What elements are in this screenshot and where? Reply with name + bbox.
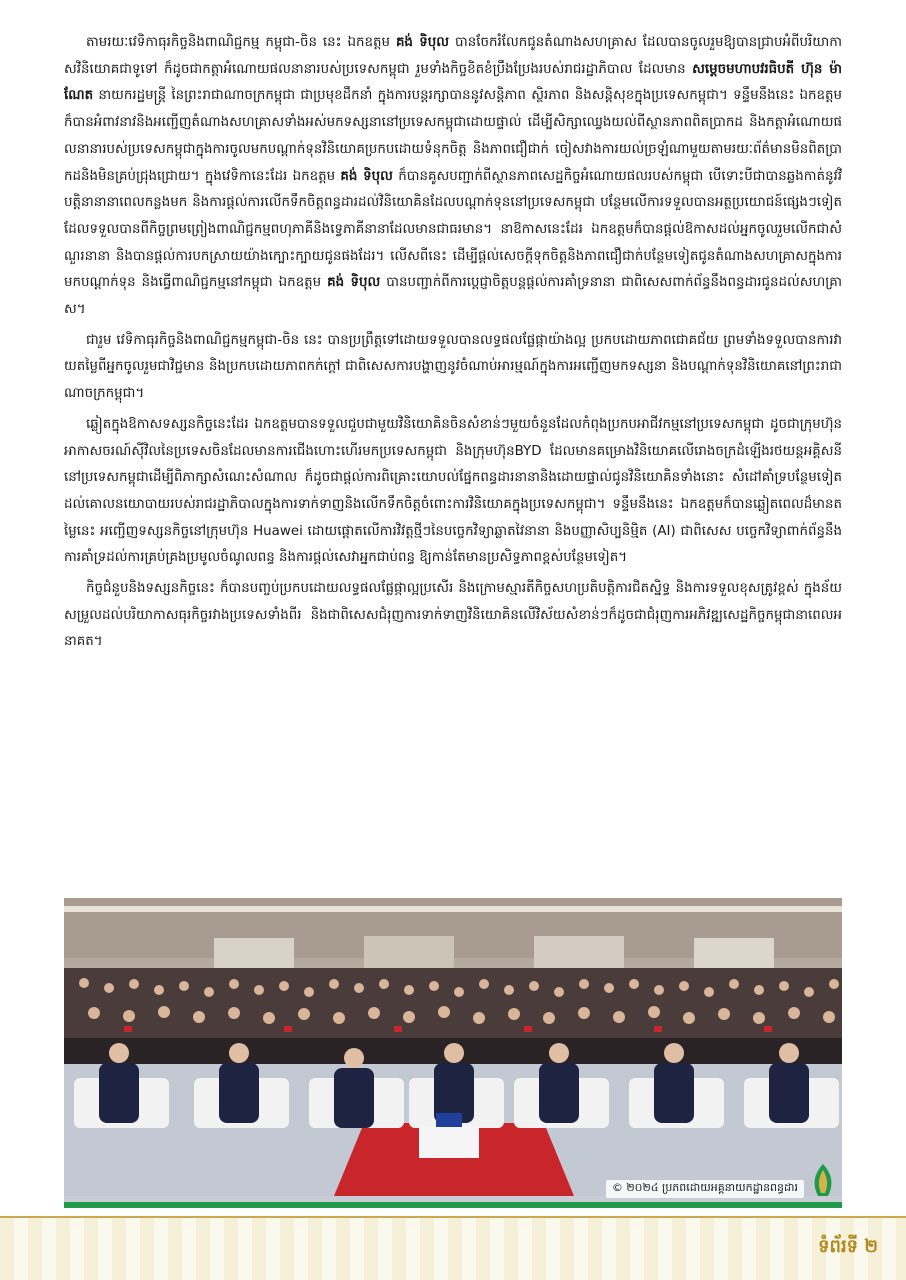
paragraph-text: ក៏បានគូសបញ្ជាក់ពីស្ថានភាពសេដ្ឋកិច្ចអំណោយផលរបស់កម្ពុជា បើទោះបីជាបានឆ្លងកាត់នូវវិបត្តិនានានាពេលកន្លងមក និងការផ្តល់ការលើកទឹកចិត្តពន្ធដារដល់វិនិយោគិនដែលបណ្តាក់ទុននៅប្រទេសកម្ពុជា បន្ថែមលើការទទួលបានអត្ថប្រយោជន៍ផ្សេងៗទៀតដែលទទួលបានពីកិច្ចព្រមព្រៀងពាណិជ្ជកម្មពហុភាគីនិងទ្វេភាគីនានាដែលមានជាធរមាន។ នាឱកាសនេះដែរ ឯកឧត្តមក៏បានផ្តល់ឱកាសដល់អ្នកចូលរួមលើកជាសំណួរនានា និងបានផ្តល់ការបកស្រាយយ៉ាងក្បោះក្បាយជូនផងដែរ។ លើសពីនេះ ដើម្បីផ្តល់សេចក្តីទុកចិត្តនិងភាពជឿជាក់បន្ថែមទៀតជូនតំណាងសហគ្រាសក្នុងការមកបណ្តាក់ទុន និងធ្វើពាណិជ្ជកម្មនៅកម្ពុជា ឯកឧត្តម bbox=[64, 168, 842, 291]
page-footer bbox=[0, 1218, 906, 1280]
bold-name: សម្តេចមហាបវរធិបតី ហ៊ុន ម៉ាណែត bbox=[64, 61, 842, 104]
article-paragraph bbox=[64, 576, 842, 656]
paragraph-text: កិច្ចជំនួបនិងទស្សនកិច្ចនេះ ក៏បានបញ្ចប់ប្រកបដោយលទ្ធផលផ្លែផ្កាល្អប្រសើរ និងក្រោមស្មារតីកិច្ចសហប្រតិបត្តិការជិតស្និទ្ធ និងការទទួលខុសត្រូវខ្ពស់ ក្នុងន័យសម្រួលដល់បរិយាកាសធុរកិច្ចរវាងប្រទេសទាំងពីរ និងជាពិសេសជំរុញការទាក់ទាញវិនិយោគិនលើវិស័យសំខាន់ៗក៏ដូចជាជំរុញការអភិវឌ្ឍសេដ្ឋកិច្ចកម្ពុជានាពេលអនាគត។ bbox=[64, 581, 842, 650]
article-paragraph bbox=[64, 30, 842, 324]
paragraph-text: បានបញ្ជាក់ពីការប្តេជ្ញាចិត្តបន្តផ្តល់ការគាំទ្រនានា ជាពិសេសពាក់ព័ន្ធនឹងពន្ធដារជូនដល់សហគ្រាស។ bbox=[64, 275, 842, 318]
bold-name: គង់ ទិបុល bbox=[340, 168, 393, 184]
paragraph-text: នាយករដ្ឋមន្ត្រី នៃព្រះរាជាណាចក្រកម្ពុជា ជាប្រមុខដឹកនាំ ក្នុងការបន្តរក្សាបាននូវសន្តិភាព ស្ថិរភាព និងសន្តិសុខក្នុងប្រទេសកម្ពុជា។ ទន្ទឹមនឹងនេះ ឯកឧត្តមក៏បានអំពាវនាវនិងអញ្ជើញតំណាងសហគ្រាសទាំងអស់មកទស្សនានៅប្រទេសកម្ពុជាដោយផ្ទាល់ ដើម្បីសិក្សាឈ្វេងយល់ពីស្ថានភាពពិតប្រាកដ និងកត្តាអំណោយផលនានារបស់ប្រទេសកម្ពុជាក្នុងការចូលមកបណ្តាក់ទុនវិនិយោគប្រកបដោយទំនុកចិត្ត និងភាពជឿជាក់ ចៀសវាងការយល់ច្រឡំណាមួយតាមរយៈព័ត៌មានមិនពិតប្រាកដនិងមិនគ្រប់ជ្រុងជ្រោយ។ ក្នុងវេទិកានេះដែរ ឯកឧត្តម bbox=[64, 88, 842, 184]
paragraph-text: ជារួម វេទិកាធុរកិច្ចនិងពាណិជ្ជកម្មកម្ពុជា-ចិន នេះ បានប្រព្រឹត្តទៅដោយទទួលបានលទ្ធផលផ្លែផ្កាយ៉ាងល្អ ប្រកបដោយភាពជោគជ័យ ព្រមទាំងទទួលបានការវាយតម្លៃពីអ្នកចូលរួមជាវិជ្ជមាន និងប្រកបដោយភាពកក់ក្តៅ ជាពិសេសការបង្ហាញនូវចំណាប់អារម្មណ៍ក្នុងការអញ្ជើញមកទស្សនា និងបណ្តាក់ទុនវិនិយោគនៅព្រះរាជាណាចក្រកម្ពុជា។ bbox=[64, 332, 842, 402]
page-number: ទំព័រទី ២ bbox=[818, 1236, 878, 1257]
bold-name: គង់ ទិបុល bbox=[395, 35, 450, 50]
photo-caption: © ២០២៤ ប្រភពដោយអគ្គនាយកដ្ឋានពន្ធដារ bbox=[606, 1180, 804, 1198]
event-photo bbox=[64, 898, 842, 1208]
paragraph-text: តាមរយៈវេទិកាធុរកិច្ចនិងពាណិជ្ជកម្ម កម្ពុជា-ចិន នេះ ឯកឧត្តម bbox=[86, 35, 396, 50]
article-paragraph bbox=[64, 412, 842, 572]
article-paragraph bbox=[64, 328, 842, 408]
article-body bbox=[64, 30, 842, 892]
bold-name: គង់ ទិបុល bbox=[327, 275, 381, 291]
tax-department-logo-icon bbox=[806, 1162, 840, 1202]
event-photo-illustration bbox=[64, 898, 842, 1196]
paragraph-text: បានចែករំលែកជូនតំណាងសហគ្រាស ដែលបានចូលរួមឱ្យបានជ្រាបអំពីបរិយាកាសវិនិយោគជាទូទៅ ក៏ដូចជាកត្តាអំណោយផលនានារបស់ប្រទេសកម្ពុជា រួមទាំងកិច្ចខិតខំប្រឹងប្រែងរបស់រាជរដ្ឋាភិបាល ដែលមាន bbox=[64, 35, 842, 77]
paragraph-text: ឆ្លៀតក្នុងឱកាសទស្សនកិច្ចនេះដែរ ឯកឧត្តមបានទទួលជួបជាមួយវិនិយោគិនចិនសំខាន់ៗមួយចំនួនដែលកំពុងប្រកបអាជីវកម្មនៅប្រទេសកម្ពុជា ដូចជាក្រុមហ៊ុនអាកាសចរណ៍ស៊ីវិលនៃប្រទេសចិនដែលមានការជើងហោះហើរមកប្រទេសកម្ពុជា និងក្រុមហ៊ុនBYD ដែលមានគម្រោងវិនិយោគលើរោងចក្រដំឡើងរថយន្តអគ្គិសនីនៅប្រទេសកម្ពុជាដើម្បីពិភាក្សាសំណេះសំណាល ក៏ដូចជាផ្តល់ការពិគ្រោះយោបល់ផ្នែកពន្ធដារនានានិងដោយផ្ទាល់ជូនវិនិយោគិនទាំងនោះ សំដៅគាំទ្របន្ថែមទៀតដល់គោលនយោបាយរបស់រាជរដ្ឋាភិបាលក្នុងការទាក់ទាញនិងលើកទឹកចិត្តចំពោះការវិនិយោគក្នុងប្រទេសកម្ពុជា។ ទន្ទឹមនឹងនេះ ឯកឧត្តមក៏បានឆ្លៀតពេលដ៏មានតម្លៃនេះ អញ្ជើញទស្សនកិច្ចនៅក្រុមហ៊ុន Huawei ដោយផ្តោតលើការវិវត្តថ្មីៗនៃបច្ចេកវិទ្យាឆ្លាតវៃនានា និងបញ្ញាសិប្បនិម្មិត (AI) ជាពិសេស បច្ចេកវិទ្យាពាក់ព័ន្ធនឹងការគាំទ្រដល់ការគ្រប់គ្រងប្រមូលចំណូលពន្ធ និងការផ្តល់សេវាអ្នកជាប់ពន្ធ ឱ្យកាន់តែមានប្រសិទ្ធភាពខ្ពស់បន្ថែមទៀត។ bbox=[64, 416, 842, 566]
